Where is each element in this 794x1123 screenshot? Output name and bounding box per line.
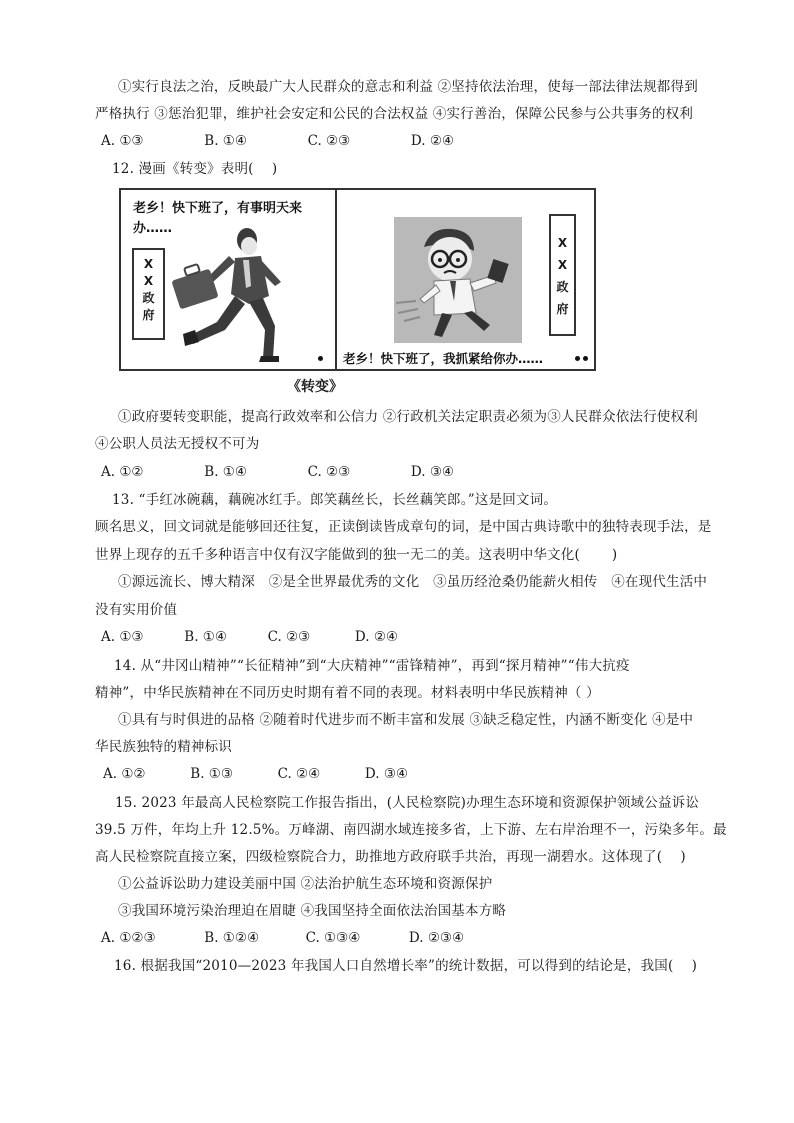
panel-dot <box>318 356 323 361</box>
q13-options <box>101 628 398 646</box>
q14-stem-line2: 精神”，中华民族精神在不同历史时期有着不同的表现。材料表明中华民族精神（ ） <box>95 685 600 701</box>
panel-divider <box>335 190 337 369</box>
q15-stem-line2: 39.5 万件，年均上升 12.5%。万峰湖、南四湖水域连接多省，上下游、左右岸治理不一，污染多年。最 <box>95 822 727 838</box>
left-government-sign <box>132 248 165 340</box>
panel-dot <box>575 356 580 361</box>
q14-option-c[interactable]: C. ②④ <box>277 766 321 782</box>
q13-body-line1: 顾名思义，回文词就是能够回还往复，正读倒读皆成章句的词，是中国古典诗歌中的独特表现手法，是 <box>95 519 712 535</box>
comic-zhuanbian <box>119 188 596 371</box>
q12-stem: 12. 漫画《转变》表明( ) <box>112 161 278 177</box>
q11-statements-line2: 严格执行 ③惩治犯罪，维护社会安定和公民的合法权益 ④实行善治，保障公民参与公共事务的权利 <box>95 106 694 122</box>
q14-option-a[interactable]: A. ①② <box>103 766 146 782</box>
q12-statements-line1: ①政府要转变职能，提高行政效率和公信力 ②行政机关法定职责必须为③人民群众依法行使权利 <box>118 409 698 425</box>
left-speech-line1: 老乡！快下班了，有事明天来 <box>133 201 303 216</box>
q13-option-c[interactable]: C. ②③ <box>267 629 311 645</box>
q14-options <box>103 765 408 783</box>
q15-stem-line3: 高人民检察院直接立案，四级检察院合力，助推地方政府联手共治，再现一湖碧水。这体现了( ) <box>95 849 686 865</box>
sign-char: 政 <box>556 280 569 294</box>
sign-char: 府 <box>556 302 569 316</box>
q11-option-b[interactable]: B. ①④ <box>204 133 248 149</box>
running-official-figure <box>169 226 294 366</box>
q12-option-c[interactable]: C. ②③ <box>307 464 351 480</box>
left-speech-line2: 办…… <box>133 221 173 236</box>
q13-option-a[interactable]: A. ①③ <box>101 629 144 645</box>
q15-option-a[interactable]: A. ①②③ <box>101 930 156 946</box>
q11-options <box>101 132 454 150</box>
q15-option-b[interactable]: B. ①②④ <box>204 930 260 946</box>
q14-option-b[interactable]: B. ①③ <box>190 766 234 782</box>
q11-option-c[interactable]: C. ②③ <box>307 133 351 149</box>
q13-statements-line1: ①源远流长、博大精深 ②是全世界最优秀的文化 ③虽历经沧桑仍能薪火相传 ④在现代生活中 <box>118 574 708 590</box>
q13-statements-line2: 没有实用价值 <box>95 602 178 618</box>
q12-option-d[interactable]: D. ③④ <box>410 464 455 480</box>
q12-statements-line2: ④公职人员法无授权不可为 <box>95 436 260 452</box>
sign-char: 府 <box>142 308 155 322</box>
sign-char: X <box>143 274 154 288</box>
q14-statements-line2: 华民族独特的精神标识 <box>95 739 232 755</box>
q12-options <box>101 463 454 481</box>
q15-statements-line1: ①公益诉讼助力建设美丽中国 ②法治护航生态环境和资源保护 <box>118 876 493 892</box>
q15-option-d[interactable]: D. ②③④ <box>408 930 465 946</box>
q13-option-d[interactable]: D. ②④ <box>354 629 399 645</box>
q13-body-line2: 世界上现存的五千多种语言中仅有汉字能做到的独一无二的美。这表明中华文化( ) <box>95 547 618 563</box>
rushing-official-figure <box>394 217 522 343</box>
comic-caption: 《转变》 <box>287 379 343 395</box>
q12-option-b[interactable]: B. ①④ <box>204 464 248 480</box>
q14-option-d[interactable]: D. ③④ <box>364 766 409 782</box>
q16-stem: 16. 根据我国“2010—2023 年我国人口自然增长率”的统计数据，可以得到的结论是，我国( ) <box>114 958 698 974</box>
sign-char: 政 <box>142 291 155 305</box>
q13-option-b[interactable]: B. ①④ <box>184 629 228 645</box>
q11-option-d[interactable]: D. ②④ <box>410 133 455 149</box>
sign-char: X <box>557 236 568 250</box>
right-speech: 老乡！快下班了，我抓紧给你办…… <box>343 351 544 366</box>
q15-options <box>101 929 464 947</box>
q15-option-c[interactable]: C. ①③④ <box>305 930 361 946</box>
q15-statements-line2: ③我国环境污染治理迫在眉睫 ④我国坚持全面依法治国基本方略 <box>118 903 507 919</box>
right-government-sign <box>549 214 576 336</box>
q15-stem-line1: 15. 2023 年最高人民检察院工作报告指出，(人民检察院)办理生态环境和资源保护领域公益诉讼 <box>115 795 700 811</box>
sign-char: X <box>557 258 568 272</box>
q11-option-a[interactable]: A. ①③ <box>101 133 144 149</box>
q14-statements-line1: ①具有与时俱进的品格 ②随着时代进步而不断丰富和发展 ③缺乏稳定性，内涵不断变化 ④是中 <box>118 712 694 728</box>
sign-char: X <box>143 257 154 271</box>
q14-stem-line1: 14. 从“井冈山精神”“长征精神”到“大庆精神”“雷锋精神”，再到“探月精神”“伟大抗疫 <box>114 658 630 674</box>
q11-statements-line1: ①实行良法之治，反映最广大人民群众的意志和利益 ②坚持依法治理，使每一部法律法规都得到 <box>118 79 698 95</box>
q13-stem: 13. “手红冰碗藕，藕碗冰红手。郎笑藕丝长，长丝藕笑郎。”这是回文词。 <box>112 492 558 508</box>
q12-option-a[interactable]: A. ①② <box>101 464 144 480</box>
panel-dot <box>583 356 588 361</box>
